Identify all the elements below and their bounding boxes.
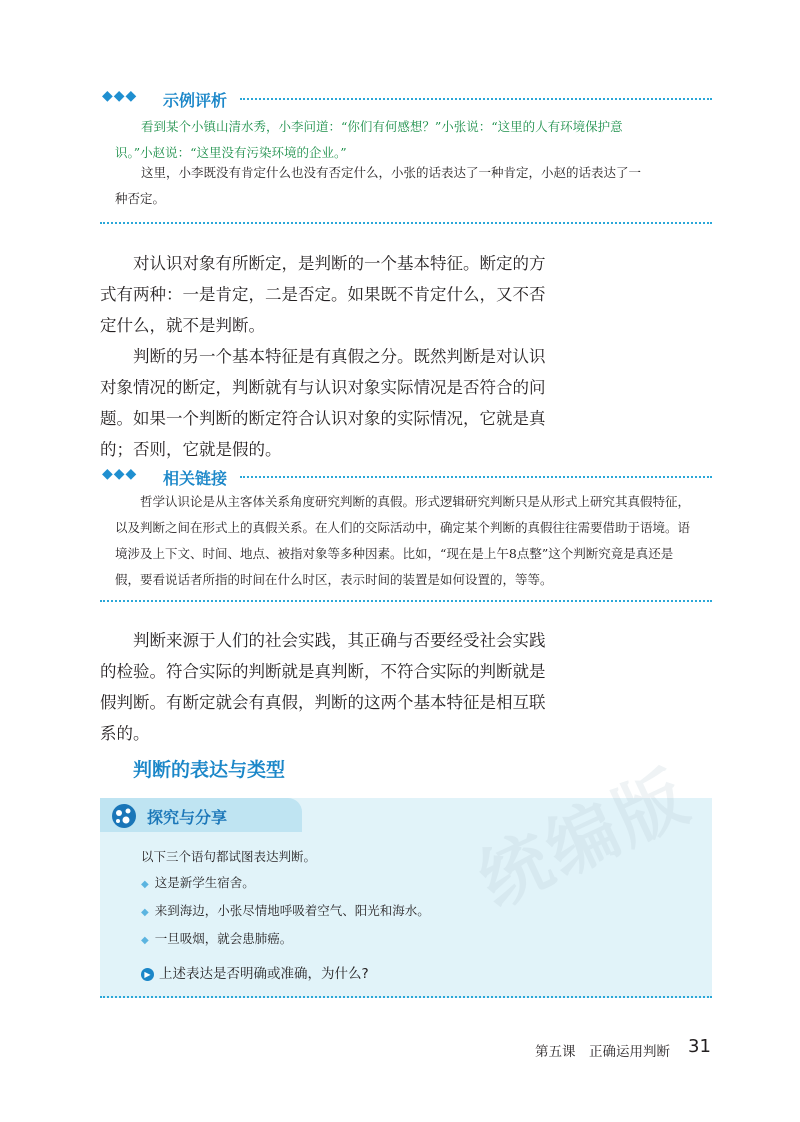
divider xyxy=(100,600,712,602)
related-paragraph: 哲学认识论是从主客体关系角度研究判断的真假。形式逻辑研究判断只是从形式上研究其真假特征，以及判断之间在形式上的真假关系。在人们的交际活动中，确定某个判断的真假往往需要借助于语境。语境涉及上下文、时间、地点、被指对象等多种因素。比如，“现在是上午8点整”这个判断究竟是真还是假，要看说话者所指的时间在什么时区，表示时间的装置是如何设置的，等等。 xyxy=(115,494,691,587)
divider xyxy=(100,996,712,998)
page-number: 31 xyxy=(688,1036,711,1057)
body-section-2 xyxy=(100,625,560,749)
paragraph: 判断的另一个基本特征是有真假之分。既然判断是对认识对象情况的断定，判断就有与认识对象实际情况是否符合的问题。如果一个判断的断定符合认识对象的实际情况，它就是真的；否则，它就是假的。 xyxy=(100,347,546,459)
list-item-text: 一旦吸烟，就会患肺癌。 xyxy=(154,931,293,946)
arrow-right-icon: ▶ xyxy=(141,968,154,981)
list-item xyxy=(141,870,430,898)
divider xyxy=(100,222,712,224)
explore-question xyxy=(141,962,369,982)
diamond-bullet-icon: ◆ xyxy=(141,907,149,918)
section-diamonds-icon: ◆◆◆ xyxy=(102,88,138,104)
paragraph: 判断来源于人们的社会实践，其正确与否要经受社会实践的检验。符合实际的判断就是真判断，不符合实际的判断就是假判断。有断定就会有真假，判断的这两个基本特征是相互联系的。 xyxy=(100,631,546,743)
footer-lesson: 第五课 正确运用判断 xyxy=(535,1044,670,1060)
example-line-2: 识。”小赵说：“这里没有污染环境的企业。” xyxy=(115,145,347,160)
explore-list xyxy=(141,844,430,954)
list-item xyxy=(141,898,430,926)
divider xyxy=(240,476,712,478)
list-item-text: 这是新学生宿舍。 xyxy=(154,875,255,890)
diamond-bullet-icon: ◆ xyxy=(141,935,149,946)
diamond-bullet-icon: ◆ xyxy=(141,879,149,890)
explore-share-icon xyxy=(110,802,138,830)
watermark: 统编版 xyxy=(466,753,703,923)
example-section-title: 示例评析 xyxy=(163,91,228,110)
list-item xyxy=(141,926,430,954)
paragraph: 对认识对象有所断定，是判断的一个基本特征。断定的方式有两种：一是肯定，二是否定。如果既不肯定什么，又不否定什么，就不是判断。 xyxy=(100,254,546,335)
explore-intro: 以下三个语句都试图表达判断。 xyxy=(141,849,317,864)
example-line-1: 看到某个小镇山清水秀，小李问道：“你们有何感想？”小张说：“这里的人有环境保护意 xyxy=(141,119,623,134)
explore-title: 探究与分享 xyxy=(147,808,228,827)
related-text xyxy=(115,489,693,593)
section-heading: 判断的表达与类型 xyxy=(133,759,286,781)
related-section-title: 相关链接 xyxy=(163,469,228,488)
list-item-text: 来到海边，小张尽情地呼吸着空气、阳光和海水。 xyxy=(154,903,430,918)
question-text: 上述表达是否明确或准确，为什么? xyxy=(159,966,369,982)
example-line-3: 这里，小李既没有肯定什么也没有否定什么，小张的话表达了一种肯定，小赵的话表达了一 xyxy=(141,165,642,180)
body-section-1 xyxy=(100,248,560,465)
section-diamonds-icon: ◆◆◆ xyxy=(102,466,138,482)
divider xyxy=(240,98,712,100)
example-line-4: 种否定。 xyxy=(115,191,166,206)
